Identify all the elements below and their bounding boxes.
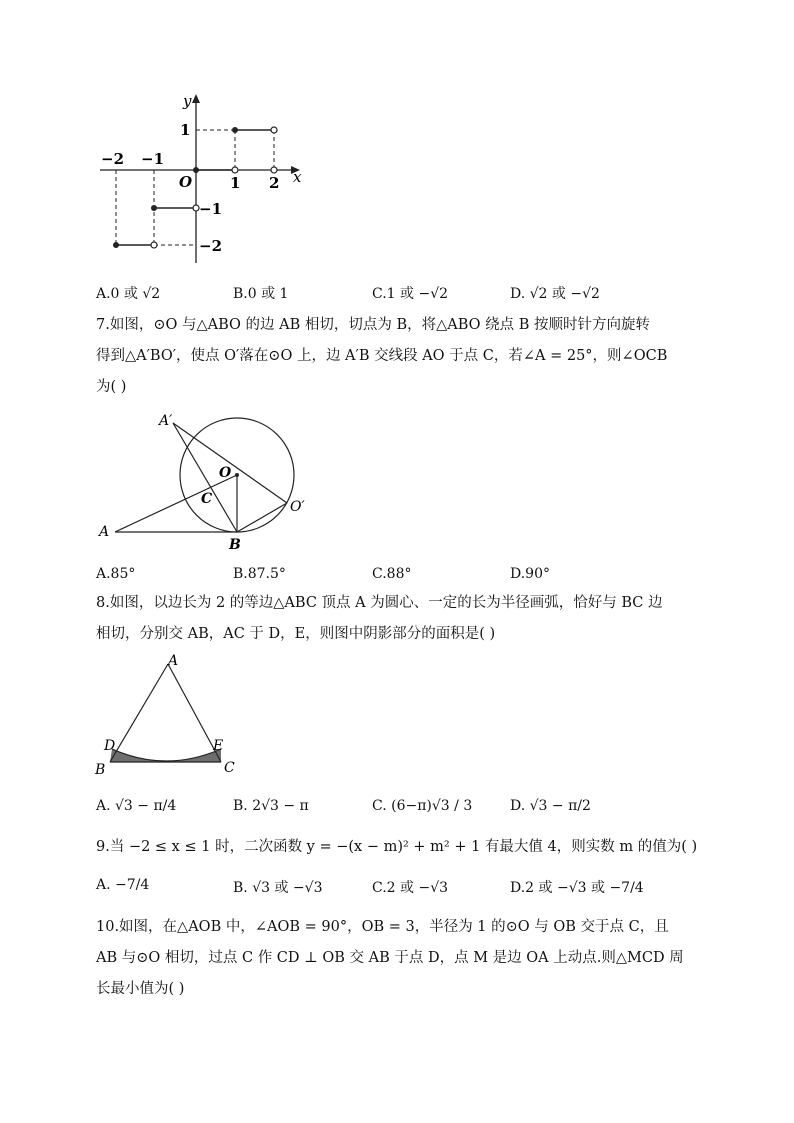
q6-option-a: A.0 或 √2 [96,286,161,302]
y-tick-neg1: −1 [199,200,223,218]
q9-option-c: C.2 或 −√3 [372,880,449,896]
q8-option-a: A. √3 − π/4 [96,798,177,814]
q7-line3: 为( ) [96,379,127,395]
q8-label-d: D [104,738,116,754]
x-axis-label: x [293,168,302,186]
q10-line1: 10.如图，在△AOB 中，∠AOB = 90°，OB = 3，半径为 1 的⊙O 与 OB 交于点 C，且 [96,919,669,935]
q8-label-b: B [95,762,106,777]
q7-label-c: C [201,491,213,507]
q8-stem [96,588,716,650]
x-tick-1: 1 [230,174,241,192]
q9-option-d: D.2 或 −√3 或 −7/4 [510,880,644,896]
q7-label-b: B [229,537,241,553]
q9-line1: 9.当 −2 ≤ x ≤ 1 时，二次函数 y = −(x − m)² + m² + 1 有最大值 4，则实数 m 的值为( ) [96,839,698,855]
q8-option-b: B. 2√3 − π [233,798,309,814]
q8-label-a: A [168,653,179,669]
x-tick-neg2: −2 [101,150,125,168]
q10-line3: 长最小值为( ) [96,981,185,997]
q7-line2: 得到△A′BO′，使点 O′落在⊙O 上，边 A′B 交线段 AO 于点 C，若∠A = 25°，则∠OCB [96,348,668,364]
q6-option-d: D. √2 或 −√2 [510,286,600,302]
q7-circle-figure [95,405,325,555]
x-tick-neg1: −1 [141,150,165,168]
q6-option-b: B.0 或 1 [233,286,289,302]
x-tick-2: 2 [269,174,280,192]
y-axis-label: y [183,92,192,110]
q10-stem [96,912,716,1005]
q7-label-a: A [99,524,110,540]
q9-option-b: B. √3 或 −√3 [233,880,323,896]
q7-label-o: O [219,465,232,481]
origin-label: O [179,173,193,191]
q7-option-d: D.90° [510,566,550,582]
q8-label-c: C [224,760,235,776]
q8-line1: 8.如图，以边长为 2 的等边△ABC 顶点 A 为圆心、一定的长为半径画弧，恰好与 BC 边 [96,595,663,611]
q8-option-c: C. (6−π)√3 / 3 [372,798,473,814]
q9-option-a: A. −7/4 [96,877,150,893]
y-tick-1: 1 [180,121,191,139]
q8-option-d: D. √3 − π/2 [510,798,591,814]
y-tick-neg2: −2 [199,237,223,255]
q10-line2: AB 与⊙O 相切，过点 C 作 CD ⊥ OB 交 AB 于点 D，点 M 是边 OA 上动点.则△MCD 周 [96,950,684,966]
q7-line1: 7.如图，⊙O 与△ABO 的边 AB 相切，切点为 B，将△ABO 绕点 B 按顺时针方向旋转 [96,317,651,333]
q7-label-o-prime: O′ [290,499,305,515]
q7-option-c: C.88° [372,566,412,582]
q7-label-a-prime: A′ [159,413,173,429]
q8-triangle-figure [92,652,242,777]
q7-option-b: B.87.5° [233,566,286,582]
q6-step-graph [95,88,310,268]
q9-stem [96,832,716,863]
q8-label-e: E [213,738,224,754]
q8-line2: 相切，分别交 AB，AC 于 D，E，则图中阴影部分的面积是( ) [96,626,496,642]
q6-option-c: C.1 或 −√2 [372,286,449,302]
q7-stem [96,310,716,403]
q7-option-a: A.85° [96,566,136,582]
